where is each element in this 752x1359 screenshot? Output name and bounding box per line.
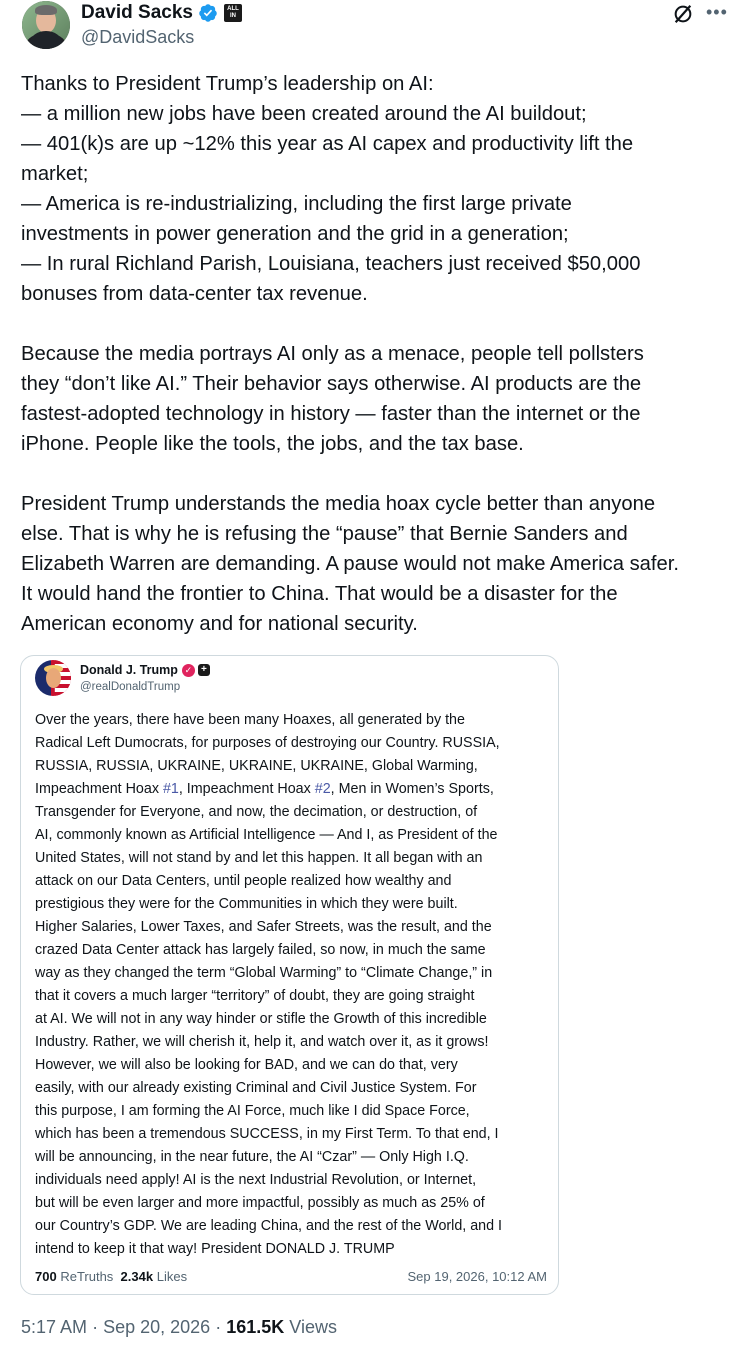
quoted-post-text <box>35 709 550 1261</box>
more-icon[interactable]: ••• <box>706 2 728 22</box>
quoted-timestamp: Sep 19, 2026, 10:12 AM <box>407 1269 547 1284</box>
quoted-text-line <box>35 824 550 847</box>
quoted-text-segment: way as they changed the term “Global Warming” to “Climate Change,” in <box>35 965 493 981</box>
tweet-line: investments in power generation and the grid in a generation; <box>21 223 569 245</box>
quoted-text-segment: which has been a tremendous SUCCESS, in my First Term. To that end, I <box>35 1126 499 1142</box>
quoted-text-line <box>35 893 550 916</box>
quoted-text-line <box>35 916 550 939</box>
quoted-author-handle[interactable]: @realDonaldTrump <box>80 681 181 693</box>
tweet-line: else. That is why he is refusing the “pause” that Bernie Sanders and <box>21 523 628 545</box>
tweet-line: — In rural Richland Parish, Louisiana, teachers just received $50,000 <box>21 253 641 275</box>
quoted-text-line <box>35 985 550 1008</box>
quoted-text-segment: RUSSIA, RUSSIA, UKRAINE, UKRAINE, UKRAINE, Global Warming, <box>35 758 478 774</box>
tweet-header <box>20 0 732 52</box>
quoted-text-line <box>35 1146 550 1169</box>
quoted-text-line <box>35 732 550 755</box>
quoted-text-line <box>35 1054 550 1077</box>
tweet-line: American economy and for national security. <box>21 613 418 635</box>
quoted-text-segment: , Men in Women’s Sports, <box>330 781 494 797</box>
quoted-text-segment: attack on our Data Centers, until people realized how wealthy and <box>35 873 452 889</box>
quoted-text-segment: AI, commonly known as Artificial Intelligence — And I, as President of the <box>35 827 498 843</box>
quoted-text-line <box>35 939 550 962</box>
quoted-text-segment: prestigious they were for the Communities in which they were built. <box>35 896 458 912</box>
author-handle[interactable]: @DavidSacks <box>81 27 195 47</box>
tweet-line: — America is re-industrializing, including the first large private <box>21 193 572 215</box>
meta-separator: · <box>92 1317 99 1337</box>
tweet-line: bonuses from data-center tax revenue. <box>21 283 368 305</box>
quoted-text-line <box>35 1192 550 1215</box>
quoted-text-segment: Over the years, there have been many Hoaxes, all generated by the <box>35 712 465 728</box>
affiliate-badge[interactable]: ALL IN <box>224 4 242 22</box>
author-name-row <box>81 1 242 25</box>
quoted-text-segment: , Impeachment Hoax <box>178 781 315 797</box>
views-label: Views <box>289 1317 337 1337</box>
verified-badge-icon <box>198 3 218 23</box>
tweet-line: President Trump understands the media hoax cycle better than anyone <box>21 493 656 515</box>
hashtag-link[interactable]: #2 <box>314 781 331 797</box>
quoted-text-line <box>35 1077 550 1100</box>
quoted-text-line <box>35 1123 550 1146</box>
quoted-text-segment: Industry. Rather, we will cherish it, help it, and watch over it, as it grows! <box>35 1034 489 1050</box>
retruths-label: ReTruths <box>60 1269 114 1284</box>
quoted-text-line <box>35 847 550 870</box>
tweet-meta <box>21 1317 337 1338</box>
quoted-text-segment: United States, will not stand by and let this happen. It all began with an <box>35 850 483 866</box>
quoted-text-line <box>35 709 550 732</box>
tweet-line: Because the media portrays AI only as a menace, people tell pollsters <box>21 343 644 365</box>
quoted-text-segment: but will be even larger and more impactful, possibly as much as 25% of <box>35 1195 485 1211</box>
quoted-text-line <box>35 1169 550 1192</box>
tweet-line: iPhone. People like the tools, the jobs, and the tax base. <box>21 433 524 455</box>
quoted-text-segment: Radical Left Dumocrats, for purposes of destroying our Country. RUSSIA, <box>35 735 500 751</box>
quoted-verified-icon: ✓ <box>182 664 195 677</box>
tweet-line: — 401(k)s are up ~12% this year as AI capex and productivity lift the <box>21 133 634 155</box>
quoted-text-line <box>35 801 550 824</box>
quoted-text-line <box>35 1215 550 1238</box>
quoted-text-segment: Higher Salaries, Lower Taxes, and Safer Streets, was the result, and the <box>35 919 492 935</box>
tweet-line: It would hand the frontier to China. That would be a disaster for the <box>21 583 618 605</box>
quoted-text-line <box>35 1238 550 1261</box>
quoted-text-segment: However, we will also be looking for BAD, and we can do that, very <box>35 1057 458 1073</box>
quoted-text-line <box>35 962 550 985</box>
tweet-line: fastest-adopted technology in history — faster than the internet or the <box>21 403 641 425</box>
quoted-text-segment: individuals need apply! AI is the next Industrial Revolution, or Internet, <box>35 1172 477 1188</box>
quoted-text-segment: that it covers a much larger “territory” of doubt, they are going straight <box>35 988 475 1004</box>
tweet-text <box>21 69 733 669</box>
author-avatar[interactable] <box>22 1 70 49</box>
tweet-line: they “don’t like AI.” Their behavior says otherwise. AI products are the <box>21 373 642 395</box>
tweet-line: — a million new jobs have been created around the AI buildout; <box>21 103 587 125</box>
quoted-text-segment: intend to keep it that way! President DONALD J. TRUMP <box>35 1241 395 1257</box>
tweet-line: Thanks to President Trump’s leadership on AI: <box>21 73 434 95</box>
quoted-text-segment: Impeachment Hoax <box>35 781 163 797</box>
quoted-text-line <box>35 778 550 801</box>
quoted-text-segment: Transgender for Everyone, and now, the decimation, or destruction, of <box>35 804 478 820</box>
quoted-text-segment: will be announcing, in the near future, the AI “Czar” — Only High I.Q. <box>35 1149 469 1165</box>
tweet-date[interactable]: Sep 20, 2026 <box>103 1317 211 1337</box>
quoted-text-segment: this purpose, I am forming the AI Force, much like I did Space Force, <box>35 1103 470 1119</box>
tweet-time[interactable]: 5:17 AM <box>21 1317 88 1337</box>
tweet-paragraph <box>21 489 733 639</box>
tweet-line: market; <box>21 163 89 185</box>
meta-separator: · <box>215 1317 222 1337</box>
quoted-author-avatar[interactable] <box>35 660 71 696</box>
quoted-stats <box>35 1269 187 1284</box>
views-count: 161.5K <box>226 1317 285 1337</box>
quoted-text-line <box>35 1100 550 1123</box>
quoted-text-segment: our Country’s GDP. We are leading China, and the rest of the World, and I <box>35 1218 503 1234</box>
quoted-post-card[interactable] <box>20 655 559 1295</box>
quoted-text-segment: easily, with our already existing Criminal and Civil Justice System. For <box>35 1080 477 1096</box>
author-display-name[interactable]: David Sacks <box>81 2 193 23</box>
tweet-paragraph <box>21 69 733 309</box>
quoted-text-line <box>35 1031 550 1054</box>
quoted-name-row <box>80 661 210 679</box>
likes-label: Likes <box>156 1269 188 1284</box>
grok-icon[interactable] <box>672 3 694 25</box>
quoted-plus-icon: + <box>198 664 210 676</box>
hashtag-link[interactable]: #1 <box>162 781 179 797</box>
quoted-text-segment: crazed Data Center attack has largely failed, so now, in much the same <box>35 942 486 958</box>
quoted-text-line <box>35 870 550 893</box>
quoted-author-name[interactable]: Donald J. Trump <box>80 663 178 677</box>
likes-count: 2.34k <box>120 1269 154 1284</box>
quoted-text-line <box>35 755 550 778</box>
tweet-paragraph <box>21 339 733 459</box>
tweet-line: Elizabeth Warren are demanding. A pause would not make America safer. <box>21 553 679 575</box>
quoted-text-segment: at AI. We will not in any way hinder or stifle the Growth of this incredible <box>35 1011 487 1027</box>
quoted-text-line <box>35 1008 550 1031</box>
retruths-count: 700 <box>35 1269 57 1284</box>
